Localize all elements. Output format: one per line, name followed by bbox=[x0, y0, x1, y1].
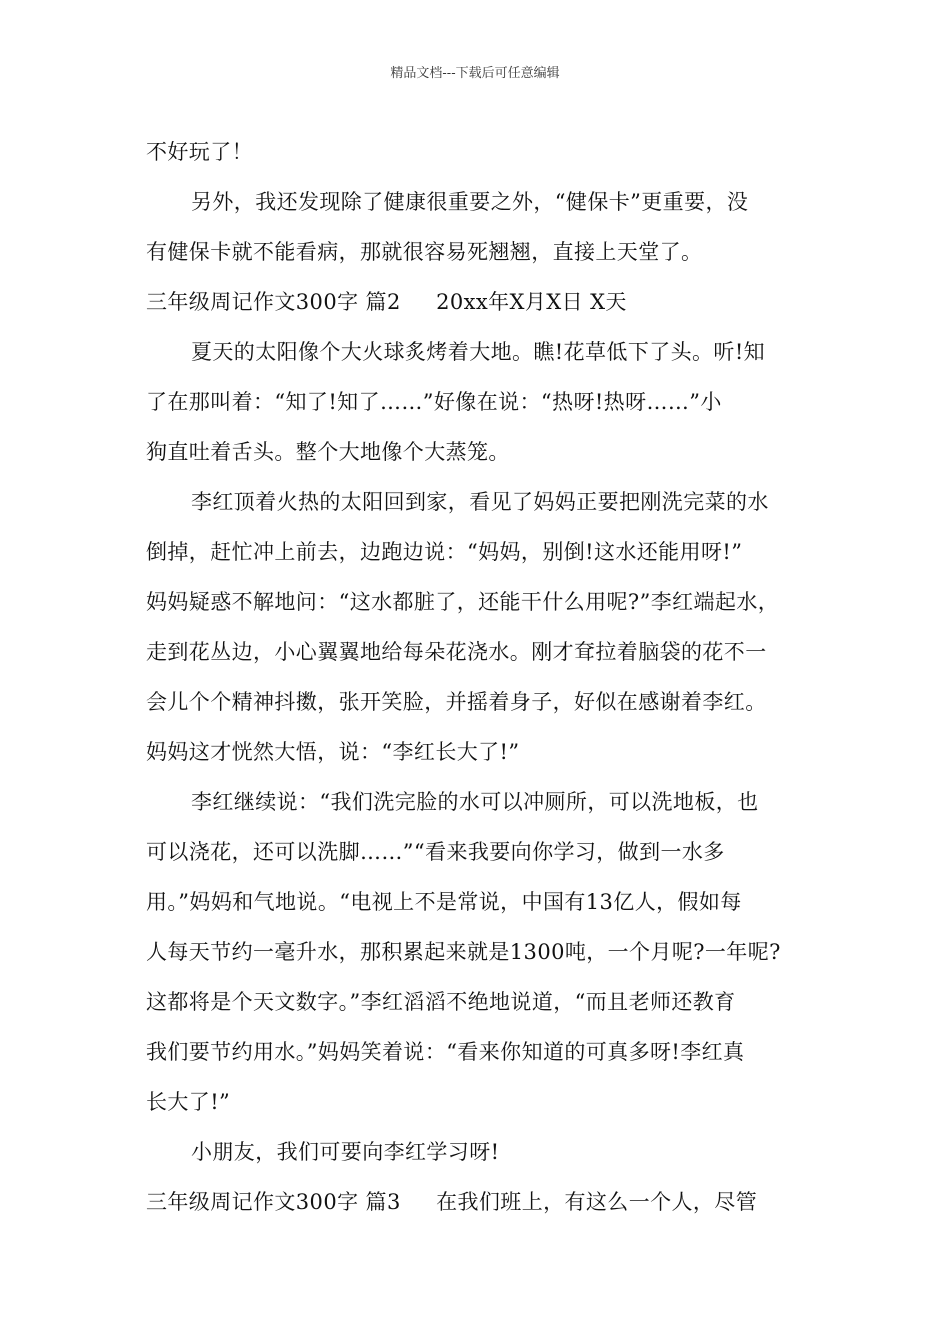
text-line: 李红继续说：“我们洗完脸的水可以冲厕所，可以洗地板，也 bbox=[191, 790, 759, 814]
text-line: 狗直吐着舌头。整个大地像个大蒸笼。 bbox=[146, 440, 510, 464]
section-heading: 三年级周记作文300字 篇3 在我们班上，有这么一个人，尽管 bbox=[146, 1190, 758, 1214]
text-line: 长大了!” bbox=[146, 1090, 231, 1114]
text-line: 不好玩了！ bbox=[146, 140, 253, 164]
text-line: 妈妈这才恍然大悟，说：“李红长大了!” bbox=[146, 740, 520, 764]
text-line: 夏天的太阳像个大火球炙烤着大地。瞧!花草低下了头。听!知 bbox=[191, 340, 766, 364]
text-line: 人每天节约一毫升水，那积累起来就是1300吨，一个月呢?一年呢? bbox=[146, 940, 781, 964]
text-line: 小朋友，我们可要向李红学习呀! bbox=[191, 1140, 500, 1164]
text-line: 另外，我还发现除了健康很重要之外，“健保卡”更重要，没 bbox=[191, 190, 749, 214]
page-header: 精品文档---下载后可任意编辑 bbox=[390, 66, 560, 81]
text-line: 走到花丛边，小心翼翼地给每朵花浇水。刚才耷拉着脑袋的花不一 bbox=[146, 640, 767, 664]
text-line: 有健保卡就不能看病，那就很容易死翘翘，直接上天堂了。 bbox=[146, 240, 703, 264]
text-line: 李红顶着火热的太阳回到家，看见了妈妈正要把刚洗完菜的水 bbox=[191, 490, 769, 514]
document-body bbox=[146, 132, 810, 1232]
text-line: 倒掉，赶忙冲上前去，边跑边说：“妈妈，别倒!这水还能用呀!” bbox=[146, 540, 743, 564]
section-heading: 三年级周记作文300字 篇2 20xx年X月X日 X天 bbox=[146, 290, 627, 314]
text-line: 这都将是个天文数字。”李红滔滔不绝地说道，“而且老师还教育 bbox=[146, 990, 736, 1014]
text-line: 用。”妈妈和气地说。“电视上不是常说，中国有13亿人，假如每 bbox=[146, 890, 742, 914]
text-line: 可以浇花，还可以洗脚……”“看来我要向你学习，做到一水多 bbox=[146, 840, 725, 864]
text-line: 了在那叫着：“知了!知了……”好像在说：“热呀!热呀……”小 bbox=[146, 390, 722, 414]
text-line: 我们要节约用水。”妈妈笑着说：“看来你知道的可真多呀!李红真 bbox=[146, 1040, 745, 1064]
text-line: 会儿个个精神抖擞，张开笑脸，并摇着身子，好似在感谢着李红。 bbox=[146, 690, 767, 714]
text-line: 妈妈疑惑不解地问：“这水都脏了，还能干什么用呢?”李红端起水， bbox=[146, 590, 780, 614]
